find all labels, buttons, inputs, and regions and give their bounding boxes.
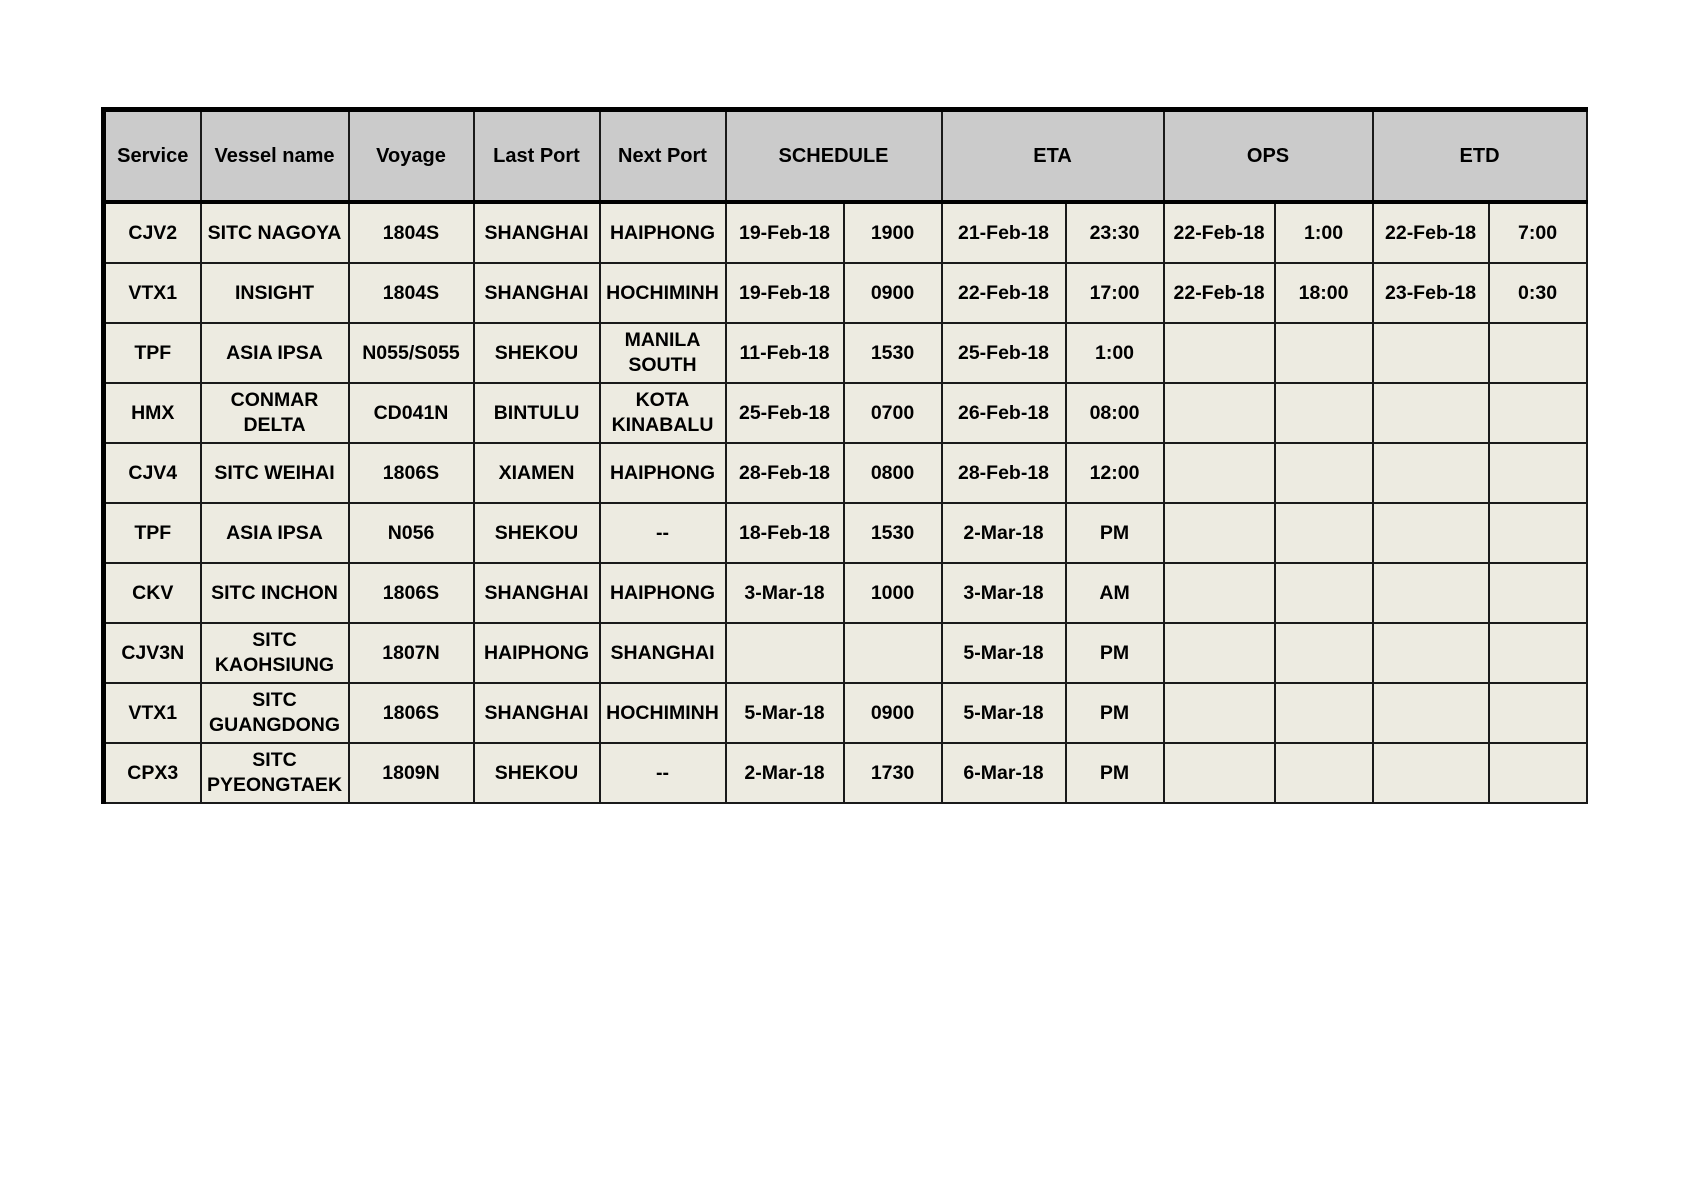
schedule-date-cell: 28-Feb-18 [726, 443, 844, 503]
ops-time-cell [1275, 563, 1373, 623]
header-voyage: Voyage [349, 110, 474, 203]
etd-date-cell: 22-Feb-18 [1373, 202, 1489, 263]
next-port-cell: HOCHIMINH [600, 263, 726, 323]
etd-time-cell [1489, 623, 1587, 683]
eta-date-cell: 26-Feb-18 [942, 383, 1066, 443]
voyage-cell: 1806S [349, 443, 474, 503]
vessel-name-cell: SITC GUANGDONG [201, 683, 349, 743]
ops-date-cell [1164, 623, 1275, 683]
vessel-schedule-table [101, 107, 1588, 804]
eta-date-cell: 28-Feb-18 [942, 443, 1066, 503]
schedule-date-cell: 19-Feb-18 [726, 263, 844, 323]
eta-date-cell: 25-Feb-18 [942, 323, 1066, 383]
schedule-date-cell: 3-Mar-18 [726, 563, 844, 623]
eta-date-cell: 5-Mar-18 [942, 623, 1066, 683]
ops-date-cell [1164, 683, 1275, 743]
schedule-rows [104, 202, 1587, 803]
eta-date-cell: 22-Feb-18 [942, 263, 1066, 323]
schedule-date-cell [726, 623, 844, 683]
service-cell: TPF [104, 323, 201, 383]
ops-date-cell [1164, 503, 1275, 563]
table-row [104, 563, 1587, 623]
next-port-cell: HOCHIMINH [600, 683, 726, 743]
eta-date-cell: 3-Mar-18 [942, 563, 1066, 623]
eta-date-cell: 6-Mar-18 [942, 743, 1066, 803]
schedule-time-cell: 0900 [844, 683, 942, 743]
eta-date-cell: 2-Mar-18 [942, 503, 1066, 563]
vessel-name-cell: ASIA IPSA [201, 323, 349, 383]
table-row [104, 263, 1587, 323]
etd-date-cell [1373, 443, 1489, 503]
header-next-port: Next Port [600, 110, 726, 203]
ops-time-cell [1275, 443, 1373, 503]
service-cell: CJV4 [104, 443, 201, 503]
etd-date-cell [1373, 323, 1489, 383]
table-row [104, 383, 1587, 443]
last-port-cell: HAIPHONG [474, 623, 600, 683]
etd-date-cell [1373, 383, 1489, 443]
ops-time-cell [1275, 743, 1373, 803]
schedule-time-cell: 0900 [844, 263, 942, 323]
eta-date-cell: 5-Mar-18 [942, 683, 1066, 743]
voyage-cell: 1809N [349, 743, 474, 803]
etd-time-cell [1489, 683, 1587, 743]
vessel-name-cell: SITC KAOHSIUNG [201, 623, 349, 683]
ops-time-cell: 1:00 [1275, 202, 1373, 263]
ops-date-cell: 22-Feb-18 [1164, 263, 1275, 323]
schedule-time-cell: 1900 [844, 202, 942, 263]
schedule-time-cell [844, 623, 942, 683]
etd-date-cell [1373, 683, 1489, 743]
etd-date-cell: 23-Feb-18 [1373, 263, 1489, 323]
ops-date-cell: 22-Feb-18 [1164, 202, 1275, 263]
etd-time-cell [1489, 503, 1587, 563]
ops-time-cell [1275, 623, 1373, 683]
next-port-cell: SHANGHAI [600, 623, 726, 683]
schedule-date-cell: 11-Feb-18 [726, 323, 844, 383]
schedule-time-cell: 0800 [844, 443, 942, 503]
schedule-time-cell: 1530 [844, 503, 942, 563]
last-port-cell: SHANGHAI [474, 202, 600, 263]
schedule-time-cell: 1000 [844, 563, 942, 623]
next-port-cell: -- [600, 503, 726, 563]
service-cell: VTX1 [104, 683, 201, 743]
vessel-name-cell: SITC WEIHAI [201, 443, 349, 503]
eta-time-cell: PM [1066, 623, 1164, 683]
schedule-date-cell: 25-Feb-18 [726, 383, 844, 443]
vessel-name-cell: ASIA IPSA [201, 503, 349, 563]
header-vessel-name: Vessel name [201, 110, 349, 203]
schedule-date-cell: 2-Mar-18 [726, 743, 844, 803]
voyage-cell: N056 [349, 503, 474, 563]
header-service: Service [104, 110, 201, 203]
next-port-cell: KOTA KINABALU [600, 383, 726, 443]
schedule-time-cell: 0700 [844, 383, 942, 443]
next-port-cell: HAIPHONG [600, 563, 726, 623]
etd-time-cell: 0:30 [1489, 263, 1587, 323]
schedule-time-cell: 1530 [844, 323, 942, 383]
last-port-cell: SHEKOU [474, 503, 600, 563]
header-last-port: Last Port [474, 110, 600, 203]
service-cell: CPX3 [104, 743, 201, 803]
last-port-cell: XIAMEN [474, 443, 600, 503]
etd-date-cell [1373, 743, 1489, 803]
schedule-date-cell: 5-Mar-18 [726, 683, 844, 743]
ops-time-cell [1275, 323, 1373, 383]
etd-date-cell [1373, 563, 1489, 623]
last-port-cell: SHANGHAI [474, 563, 600, 623]
schedule-date-cell: 18-Feb-18 [726, 503, 844, 563]
table-row [104, 202, 1587, 263]
last-port-cell: SHANGHAI [474, 683, 600, 743]
eta-time-cell: 23:30 [1066, 202, 1164, 263]
eta-date-cell: 21-Feb-18 [942, 202, 1066, 263]
ops-date-cell [1164, 563, 1275, 623]
service-cell: VTX1 [104, 263, 201, 323]
header-schedule: SCHEDULE [726, 110, 942, 203]
etd-time-cell [1489, 563, 1587, 623]
eta-time-cell: 08:00 [1066, 383, 1164, 443]
eta-time-cell: PM [1066, 743, 1164, 803]
voyage-cell: 1806S [349, 683, 474, 743]
voyage-cell: 1806S [349, 563, 474, 623]
ops-time-cell [1275, 683, 1373, 743]
header-row [104, 110, 1587, 203]
table-row [104, 623, 1587, 683]
header-etd: ETD [1373, 110, 1587, 203]
etd-time-cell [1489, 383, 1587, 443]
schedule-date-cell: 19-Feb-18 [726, 202, 844, 263]
eta-time-cell: 1:00 [1066, 323, 1164, 383]
ops-time-cell [1275, 383, 1373, 443]
service-cell: CJV3N [104, 623, 201, 683]
eta-time-cell: 12:00 [1066, 443, 1164, 503]
vessel-name-cell: INSIGHT [201, 263, 349, 323]
vessel-name-cell: SITC INCHON [201, 563, 349, 623]
vessel-name-cell: SITC PYEONGTAEK [201, 743, 349, 803]
voyage-cell: CD041N [349, 383, 474, 443]
last-port-cell: BINTULU [474, 383, 600, 443]
etd-time-cell [1489, 743, 1587, 803]
voyage-cell: 1804S [349, 202, 474, 263]
vessel-name-cell: CONMAR DELTA [201, 383, 349, 443]
table-row [104, 443, 1587, 503]
eta-time-cell: PM [1066, 503, 1164, 563]
service-cell: CKV [104, 563, 201, 623]
etd-date-cell [1373, 503, 1489, 563]
header-ops: OPS [1164, 110, 1373, 203]
table-row [104, 743, 1587, 803]
ops-date-cell [1164, 443, 1275, 503]
eta-time-cell: 17:00 [1066, 263, 1164, 323]
etd-date-cell [1373, 623, 1489, 683]
vessel-schedule-sheet [101, 107, 1584, 804]
ops-date-cell [1164, 323, 1275, 383]
table-row [104, 683, 1587, 743]
next-port-cell: HAIPHONG [600, 202, 726, 263]
ops-date-cell [1164, 743, 1275, 803]
etd-time-cell [1489, 323, 1587, 383]
next-port-cell: HAIPHONG [600, 443, 726, 503]
eta-time-cell: AM [1066, 563, 1164, 623]
ops-time-cell [1275, 503, 1373, 563]
service-cell: CJV2 [104, 202, 201, 263]
table-row [104, 323, 1587, 383]
service-cell: TPF [104, 503, 201, 563]
voyage-cell: 1804S [349, 263, 474, 323]
service-cell: HMX [104, 383, 201, 443]
eta-time-cell: PM [1066, 683, 1164, 743]
ops-date-cell [1164, 383, 1275, 443]
ops-time-cell: 18:00 [1275, 263, 1373, 323]
next-port-cell: MANILA SOUTH [600, 323, 726, 383]
last-port-cell: SHANGHAI [474, 263, 600, 323]
voyage-cell: 1807N [349, 623, 474, 683]
last-port-cell: SHEKOU [474, 323, 600, 383]
etd-time-cell [1489, 443, 1587, 503]
header-eta: ETA [942, 110, 1164, 203]
vessel-name-cell: SITC NAGOYA [201, 202, 349, 263]
next-port-cell: -- [600, 743, 726, 803]
schedule-time-cell: 1730 [844, 743, 942, 803]
voyage-cell: N055/S055 [349, 323, 474, 383]
etd-time-cell: 7:00 [1489, 202, 1587, 263]
table-row [104, 503, 1587, 563]
last-port-cell: SHEKOU [474, 743, 600, 803]
